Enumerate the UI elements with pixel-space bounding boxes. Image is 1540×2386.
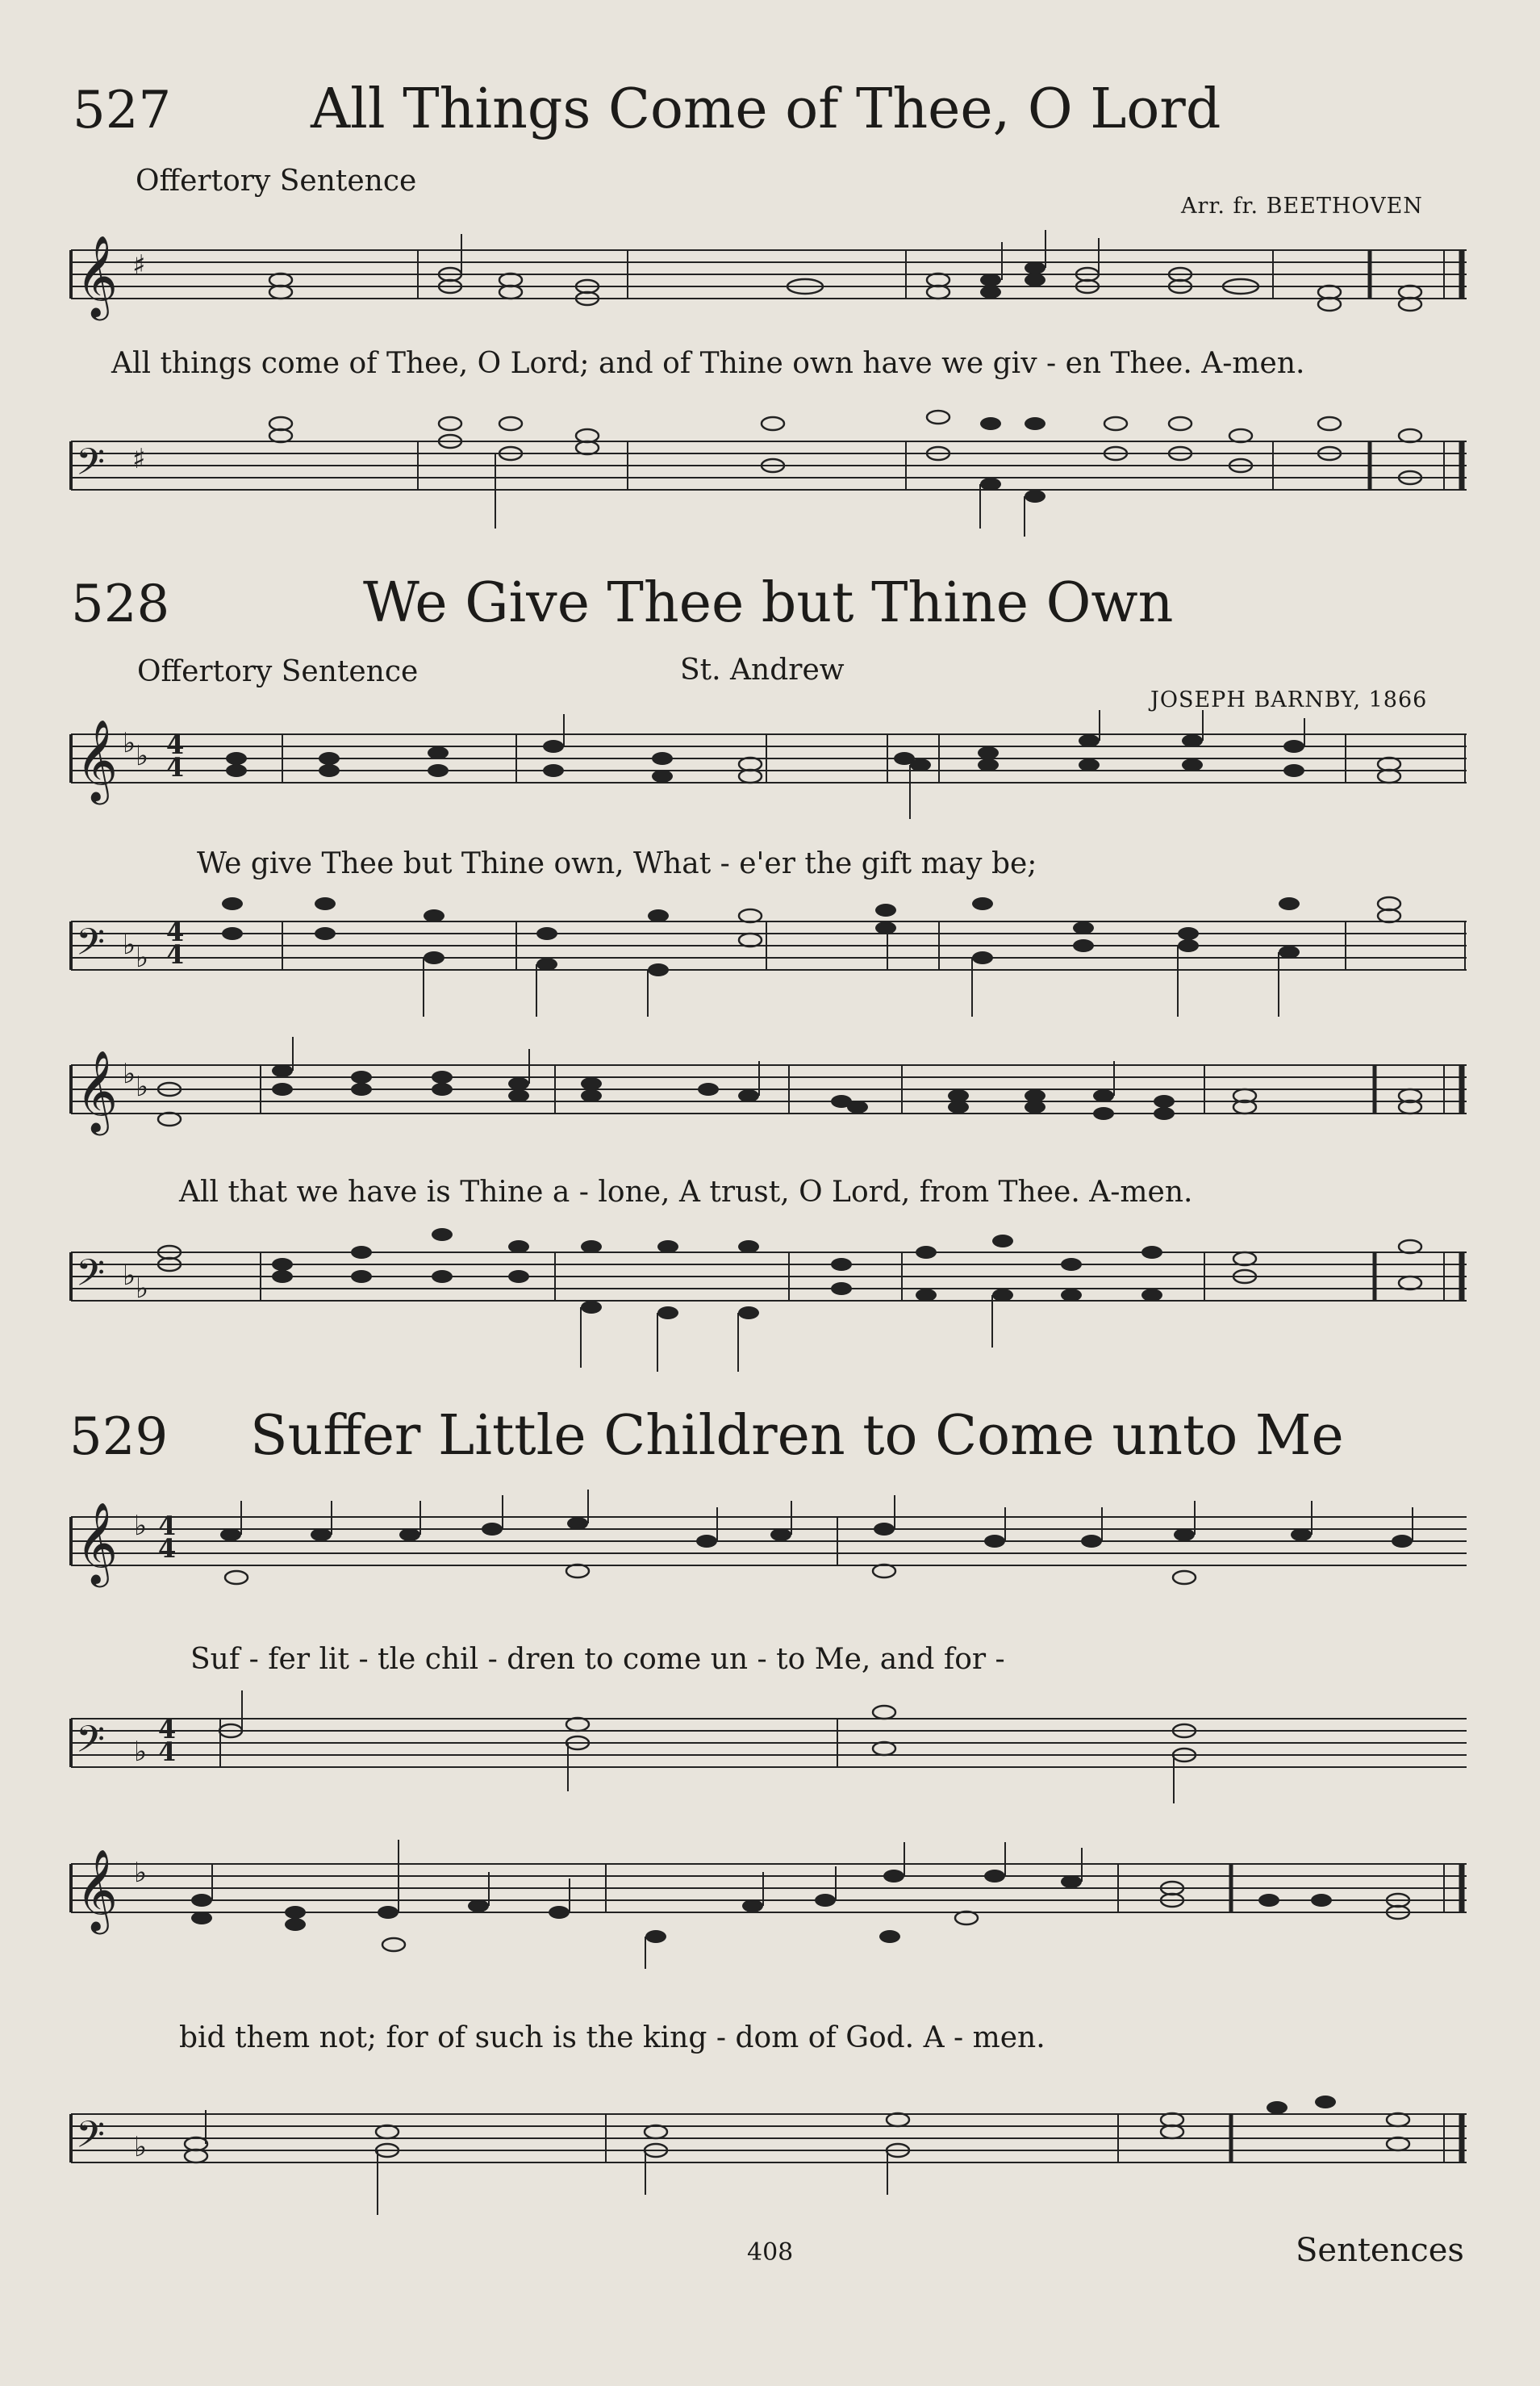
svg-text:♭: ♭: [136, 740, 149, 772]
svg-text:♭: ♭: [134, 1857, 148, 1889]
svg-text:4: 4: [166, 752, 185, 783]
svg-text:♭: ♭: [123, 1260, 136, 1292]
svg-text:𝄞: 𝄞: [76, 1501, 119, 1584]
svg-text:♭: ♭: [136, 942, 149, 974]
bass-staff: [71, 888, 1467, 1017]
svg-text:♯: ♯: [132, 443, 146, 475]
svg-text:𝄢: 𝄢: [76, 921, 106, 973]
svg-text:𝄢: 𝄢: [76, 1252, 106, 1304]
svg-text:𝄢: 𝄢: [76, 2113, 106, 2166]
svg-text:4: 4: [166, 939, 185, 970]
svg-text:𝄞: 𝄞: [76, 1049, 119, 1132]
svg-text:4: 4: [158, 1714, 177, 1745]
treble-staff: [71, 234, 1467, 315]
lyric-line: All that we have is Thine a - lone, A trust, O Lord, from Thee. A-men.: [179, 1176, 1193, 1209]
hymn-title: We Give Thee but Thine Own: [363, 571, 1174, 635]
svg-text:♭: ♭: [134, 2131, 148, 2163]
composer-credit: JOSEPH BARNBY, 1866: [1150, 687, 1428, 712]
bass-staff: [71, 407, 1467, 529]
tune-name: St. Andrew: [680, 654, 845, 687]
hymn-number: 529: [69, 1407, 169, 1467]
lyric-line: Suf - fer lit - tle chil - dren to come un - to Me, and for -: [190, 1643, 1005, 1676]
lyric-line: We give Thee but Thine own, What - e'er the gift may be;: [197, 847, 1037, 880]
svg-text:4: 4: [158, 1511, 177, 1541]
treble-staff: [71, 1041, 1467, 1162]
svg-text:𝄞: 𝄞: [76, 234, 119, 317]
hymn-subtitle: Offertory Sentence: [136, 165, 417, 198]
lyric-line: bid them not; for of such is the king - dom of God. A - men.: [179, 2021, 1045, 2054]
svg-text:♭: ♭: [123, 727, 136, 759]
page-number: 408: [747, 2238, 794, 2267]
bass-staff: [71, 1218, 1467, 1372]
svg-text:♭: ♭: [136, 1071, 149, 1103]
hymn-number: 527: [73, 81, 172, 140]
svg-text:𝄞: 𝄞: [76, 1848, 119, 1931]
hymn-title: Suffer Little Children to Come unto Me: [250, 1404, 1344, 1468]
svg-text:♭: ♭: [134, 1736, 148, 1768]
hymn-number: 528: [71, 575, 170, 634]
svg-text:𝄢: 𝄢: [76, 1718, 106, 1770]
svg-text:4: 4: [158, 1533, 177, 1564]
svg-text:4: 4: [158, 1736, 177, 1767]
svg-text:♯: ♯: [132, 249, 146, 282]
svg-text:4: 4: [166, 917, 185, 947]
bass-staff: [71, 1678, 1467, 1816]
hymn-title: All Things Come of Thee, O Lord: [311, 77, 1221, 141]
section-name: Sentences: [1296, 2232, 1464, 2269]
svg-text:♭: ♭: [136, 1272, 149, 1305]
svg-text:♭: ♭: [134, 1510, 148, 1542]
treble-staff: [71, 1485, 1467, 1630]
svg-text:𝄞: 𝄞: [76, 718, 119, 801]
hymn-subtitle: Offertory Sentence: [137, 655, 419, 688]
bass-staff: [71, 2066, 1467, 2227]
treble-staff: [71, 718, 1467, 839]
svg-text:♭: ♭: [123, 1058, 136, 1090]
svg-text:♭: ♭: [123, 929, 136, 961]
treble-staff: [71, 1832, 1467, 1969]
composer-credit: Arr. fr. BEETHOVEN: [1181, 194, 1423, 219]
svg-text:𝄢: 𝄢: [76, 441, 106, 493]
lyric-line: All things come of Thee, O Lord; and of Thine own have we giv - en Thee. A-men.: [111, 347, 1305, 380]
svg-text:4: 4: [166, 729, 185, 760]
